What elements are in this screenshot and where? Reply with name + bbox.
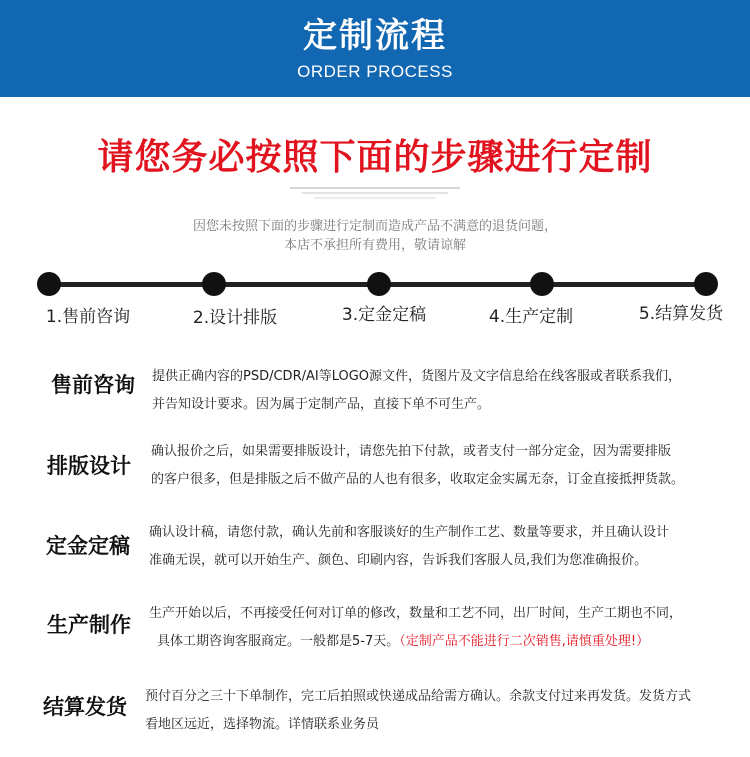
section-title: 结算发货	[43, 695, 127, 719]
section-settlement	[0, 683, 750, 743]
section-desc	[152, 363, 742, 419]
step-label-4: 4.生产定制	[488, 307, 574, 327]
decorative-lines	[290, 187, 460, 201]
page-subtitle: ORDER PROCESS	[297, 62, 453, 81]
section-production	[0, 600, 750, 660]
desc-line-1: 确认报价之后，如果需要排版设计，请您先拍下付款，或者支付一部分定金，因为需要排版	[151, 444, 672, 459]
desc-line-1: 生产开始以后，不再接受任何对订单的修改，数量和工艺不同，出厂时间，生产工期也不同，	[149, 606, 683, 621]
timeline-dot-3	[367, 272, 391, 296]
step-label-5: 5.结算发货	[638, 304, 724, 324]
timeline-dot-5	[694, 272, 718, 296]
step-label-2: 2.设计排版	[192, 308, 278, 328]
process-timeline	[0, 262, 750, 332]
step-label-3: 3.定金定稿	[341, 305, 427, 325]
header-banner	[0, 0, 750, 97]
desc-line-2: 看地区远近，选择物流。详情联系业务员	[145, 717, 380, 732]
desc-line-2: 并告知设计要求。因为属于定制产品，直接下单不可生产。	[152, 397, 491, 412]
desc-line-1: 预付百分之三十下单制作，完工后拍照或快递成品给需方确认。余款支付过来再发货。发货方式	[145, 689, 692, 704]
timeline-dot-2	[202, 272, 226, 296]
section-title: 售前咨询	[51, 373, 135, 397]
section-desc	[151, 438, 741, 494]
desc-line-2: 具体工期咨询客服商定。一般都是5-7天。	[157, 634, 400, 649]
desc-line-1: 提供正确内容的PSD/CDR/AI等LOGO源文件，货图片及文字信息给在线客服或者联系我们，	[152, 369, 682, 384]
section-presales	[0, 362, 750, 422]
step-label-1: 1.售前咨询	[45, 307, 131, 327]
section-title: 排版设计	[47, 454, 131, 478]
notice-line-2: 本店不承担所有费用，敬请谅解	[283, 238, 466, 253]
section-title: 生产制作	[47, 613, 131, 637]
section-deposit	[0, 519, 750, 579]
page-title: 定制流程	[303, 16, 447, 56]
notice-line-1: 因您未按照下面的步骤进行定制而造成产品不满意的退货问题，	[192, 219, 557, 234]
desc-line-2: 的客户很多，但是排版之后不做产品的人也有很多，收取定金实属无奈，订金直接抵押货款。	[151, 472, 685, 487]
main-headline: 请您务必按照下面的步骤进行定制	[97, 137, 653, 178]
section-desc	[149, 600, 739, 656]
timeline-dot-1	[37, 272, 61, 296]
desc-line-1: 确认设计稿，请您付款，确认先前和客服谈好的生产制作工艺、数量等要求，并且确认设计	[149, 525, 670, 540]
desc-line-2: 准确无误，就可以开始生产、颜色、印刷内容，告诉我们客服人员,我们为您准确报价。	[149, 553, 648, 568]
timeline-dot-4	[530, 272, 554, 296]
section-layout-design	[0, 437, 750, 497]
section-desc	[145, 683, 735, 739]
section-desc	[149, 519, 739, 575]
section-title: 定金定稿	[46, 534, 130, 558]
warning-text: （定制产品不能进行二次销售,请慎重处理!）	[399, 634, 650, 649]
refund-notice	[0, 217, 750, 255]
